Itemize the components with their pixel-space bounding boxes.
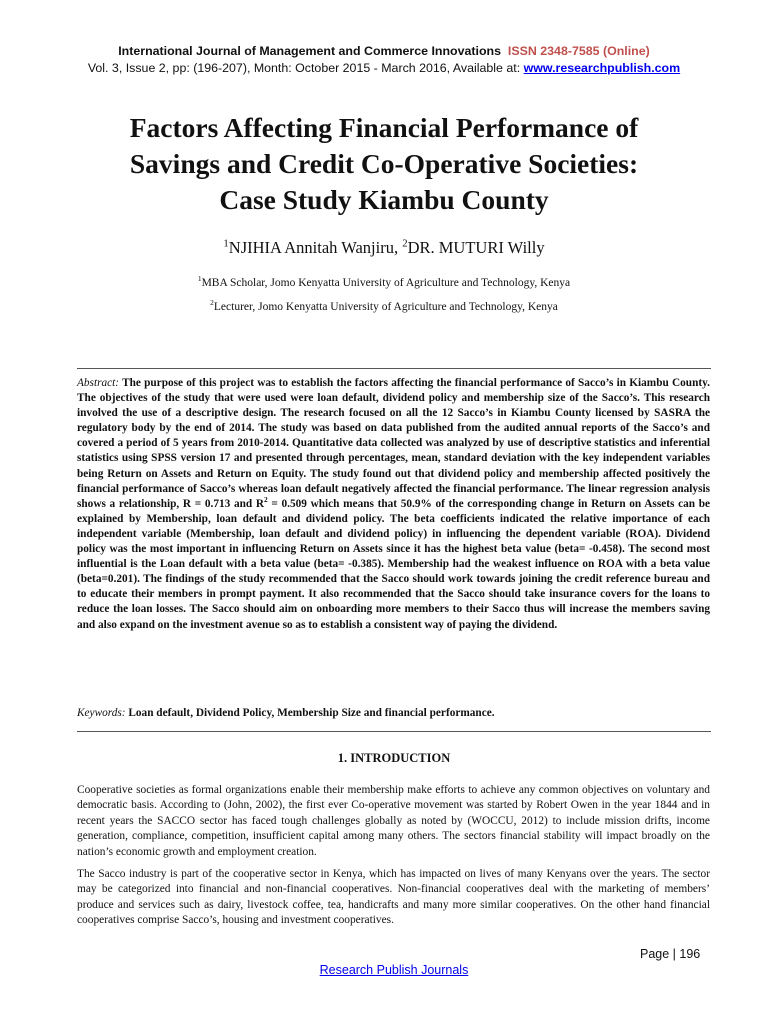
affiliation-superscript: 1 (197, 274, 202, 284)
affiliation-text: Lecturer, Jomo Kenyatta University of Agriculture and Technology, Kenya (213, 301, 558, 313)
divider (77, 368, 711, 369)
title-line: Factors Affecting Financial Performance of (129, 112, 639, 143)
paper-title (0, 110, 768, 218)
abstract-label: Abstract: (77, 377, 120, 389)
abstract-text: = 0.509 which means that 50.9% of the corresponding change in Return on Assets can be explained by Membership, loan default and dividend policy. The beta coefficients indicated the relative importance of each independent variable (Membership, loan default and dividend policy) in influencing the dependent variable (ROA). Dividend policy was the most important in influencing Return on Assets since it has the highest beta value (beta= -0.458). The second most influential is the Loan default with a beta value (beta= -0.385). Membership had the weakest influence on ROA with a beta value (beta=0.201). The findings of the study recommended that the Sacco should work towards joining the credit reference bureau and to educate their members in prompt payment. It also recommended that the Sacco should take insurance covers for the loans to reduce the loan losses. The Sacco should aim on onboarding more members to their Sacco thus will increase the members saving and also expand on the investment avenue so as to establish a consistent way of paying the dividend. (77, 497, 710, 631)
volume-info: Vol. 3, Issue 2, pp: (196-207), Month: October 2015 - March 2016, Available at: (87, 61, 521, 75)
keywords-text: Loan default, Dividend Policy, Membership Size and financial performance. (128, 707, 495, 719)
abstract (77, 376, 710, 633)
footer (0, 963, 768, 977)
journal-header (0, 44, 768, 58)
affiliation-superscript: 2 (210, 298, 214, 308)
section-heading: 1. INTRODUCTION (337, 751, 451, 765)
title-line: Case Study Kiambu County (219, 184, 549, 215)
divider (77, 731, 711, 732)
publisher-link[interactable]: Research Publish Journals (319, 963, 469, 977)
author-superscript: 2 (402, 237, 408, 250)
author-superscript: 1 (223, 237, 229, 250)
affiliation (0, 298, 768, 313)
abstract-text: The purpose of this project was to establish the factors affecting the financial performance of Sacco’s in Kiambu County. The objectives of the study that were used were loan default, dividend policy and membership size of the Sacco’s. This research involved the use of a descriptive design. The research focused on all the 12 Sacco’s in Kiambu County licensed by SASRA the regulatory body by the end of 2014. The study was based on data published from the audited annual reports of the Sacco’s and covered a period of 5 years from 2010-2014. Quantitative data collected was analyzed by use of descriptive statistics and inferential statistics using SPSS version 17 and presented through percentages, mean, standard deviation with the key independent variables being Return on Assets and Return on Equity. The study found out that dividend policy and membership affected positively the financial performance of Sacco’s whereas loan default negatively affected the financial performance. The linear regression analysis shows a relationship, R = 0.713 and R (77, 377, 710, 510)
authors (0, 238, 768, 258)
title-line: Savings and Credit Co-Operative Societies: (129, 148, 639, 179)
keywords-label: Keywords: (77, 707, 126, 719)
body-paragraph: Cooperative societies as formal organizations enable their membership make efforts to achieve any common objectives on voluntary and democratic basis. According to (John, 2002), the first ever Co-operative movement was started by Robert Owen in the year 1844 and in recent years the SACCO sector has faced tough challenges globally as noted by (WOCCU, 2012) to include mission drifts, income generation, compliance, competition, insufficient capital among many others. The sectors financial stability will impact broadly on the nation’s economic growth and employment creation. (77, 784, 710, 858)
volume-line (0, 61, 768, 75)
author-name: NJIHIA Annitah Wanjiru, (228, 238, 399, 257)
affiliation (0, 274, 768, 289)
keywords (77, 707, 710, 719)
body-paragraph: The Sacco industry is part of the cooperative sector in Kenya, which has impacted on lives of many Kenyans over the years. The sector may be categorized into financial and non-financial cooperatives. Non-financial cooperatives deal with the marketing of members’ produce and services such as dairy, livestock coffee, tea, handicrafts and many more similar cooperatives. On the other hand financial cooperatives comprise Sacco’s, housing and investment cooperatives. (77, 868, 710, 927)
issn: ISSN 2348-7585 (Online) (507, 44, 650, 58)
abstract-superscript: 2 (264, 494, 268, 504)
author-name: DR. MUTURI Willy (407, 238, 545, 257)
page-number: Page | 196 (640, 947, 701, 961)
affiliation-text: MBA Scholar, Jomo Kenyatta University of Agriculture and Technology, Kenya (201, 277, 571, 289)
journal-name: International Journal of Management and Commerce Innovations (118, 44, 502, 58)
journal-url-link[interactable]: www.researchpublish.com (523, 61, 681, 75)
